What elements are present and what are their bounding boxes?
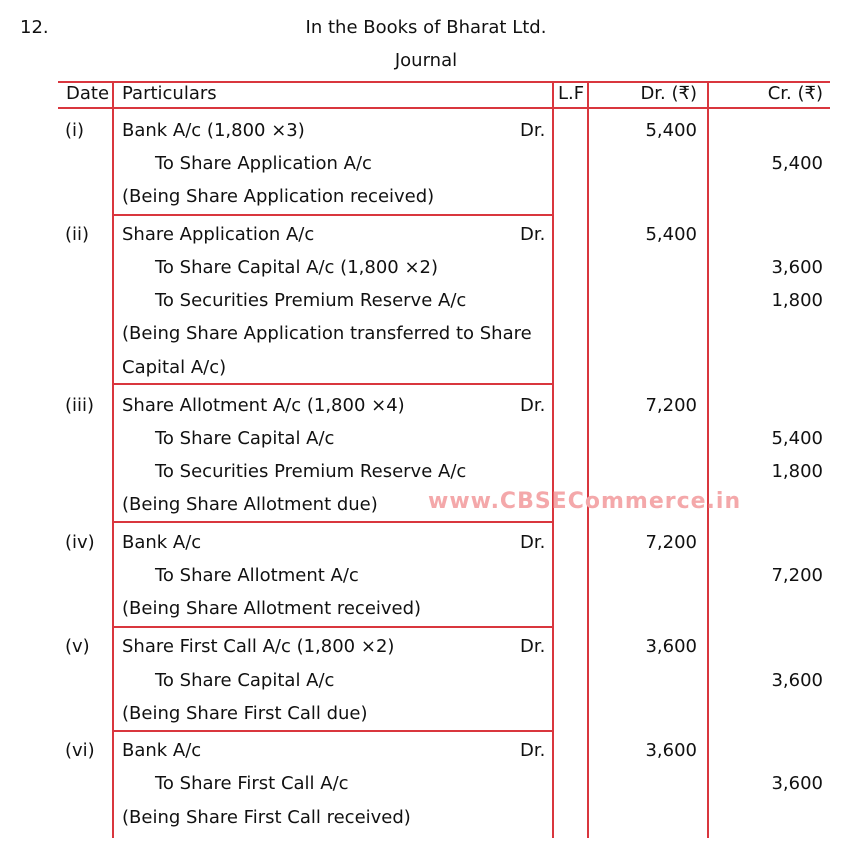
credit-account: To Share Application A/c — [155, 153, 372, 174]
entry-date: (ii) — [65, 224, 90, 245]
header-dr: Dr. (₹) — [640, 83, 697, 104]
entry-date: (i) — [65, 120, 85, 141]
book-heading: In the Books of Bharat Ltd. — [305, 17, 547, 38]
vrule-particulars — [552, 82, 554, 838]
credit-account: To Share Capital A/c (1,800 ×2) — [155, 257, 438, 278]
debit-amount: 7,200 — [645, 395, 697, 416]
debit-amount: 5,400 — [645, 120, 697, 141]
credit-account: To Securities Premium Reserve A/c — [155, 461, 467, 482]
credit-amount: 1,800 — [771, 290, 823, 311]
dr-mark: Dr. — [520, 224, 546, 245]
entry-date: (iv) — [65, 532, 95, 553]
credit-amount: 5,400 — [771, 153, 823, 174]
debit-amount: 3,600 — [645, 636, 697, 657]
entry-date: (iii) — [65, 395, 95, 416]
credit-amount: 3,600 — [771, 257, 823, 278]
narration-line: (Being Share Allotment due) — [122, 494, 378, 515]
credit-amount: 5,400 — [771, 428, 823, 449]
credit-amount: 1,800 — [771, 461, 823, 482]
narration-line: (Being Share Application transferred to Share — [122, 323, 532, 344]
credit-account: To Share Capital A/c — [155, 670, 335, 691]
narration-line: (Being Share Allotment received) — [122, 598, 422, 619]
narration-line: (Being Share Application received) — [122, 186, 435, 207]
debit-amount: 3,600 — [645, 740, 697, 761]
dr-mark: Dr. — [520, 120, 546, 141]
debit-account: Bank A/c — [122, 532, 202, 553]
entry-separator — [113, 383, 553, 385]
debit-account: Bank A/c — [122, 740, 202, 761]
debit-amount: 7,200 — [645, 532, 697, 553]
vrule-date — [112, 82, 114, 838]
credit-account: To Share Allotment A/c — [155, 565, 359, 586]
entry-separator — [113, 626, 553, 628]
debit-account: Share First Call A/c (1,800 ×2) — [122, 636, 395, 657]
dr-mark: Dr. — [520, 740, 546, 761]
question-number: 12. — [20, 17, 49, 38]
credit-amount: 3,600 — [771, 773, 823, 794]
header-cr: Cr. (₹) — [767, 83, 823, 104]
credit-account: To Securities Premium Reserve A/c — [155, 290, 467, 311]
entry-separator — [113, 730, 553, 732]
debit-amount: 5,400 — [645, 224, 697, 245]
entry-date: (vi) — [65, 740, 95, 761]
credit-account: To Share Capital A/c — [155, 428, 335, 449]
entry-separator — [113, 214, 553, 216]
vrule-dr — [707, 82, 709, 838]
watermark: www.CBSECommerce.in — [428, 489, 742, 514]
entry-separator — [113, 521, 553, 523]
dr-mark: Dr. — [520, 532, 546, 553]
journal-title: Journal — [394, 50, 458, 71]
narration-line: (Being Share First Call received) — [122, 807, 411, 828]
debit-account: Share Allotment A/c (1,800 ×4) — [122, 395, 405, 416]
credit-account: To Share First Call A/c — [155, 773, 349, 794]
narration-line: (Being Share First Call due) — [122, 703, 368, 724]
header-bottom-rule — [58, 107, 830, 109]
narration-line: Capital A/c) — [122, 357, 227, 378]
entry-date: (v) — [65, 636, 90, 657]
header-particulars: Particulars — [122, 83, 217, 104]
dr-mark: Dr. — [520, 636, 546, 657]
credit-amount: 3,600 — [771, 670, 823, 691]
header-lf: L.F — [558, 83, 585, 104]
header-date: Date — [66, 83, 110, 104]
credit-amount: 7,200 — [771, 565, 823, 586]
dr-mark: Dr. — [520, 395, 546, 416]
debit-account: Share Application A/c — [122, 224, 315, 245]
vrule-lf — [587, 82, 589, 838]
debit-account: Bank A/c (1,800 ×3) — [122, 120, 305, 141]
